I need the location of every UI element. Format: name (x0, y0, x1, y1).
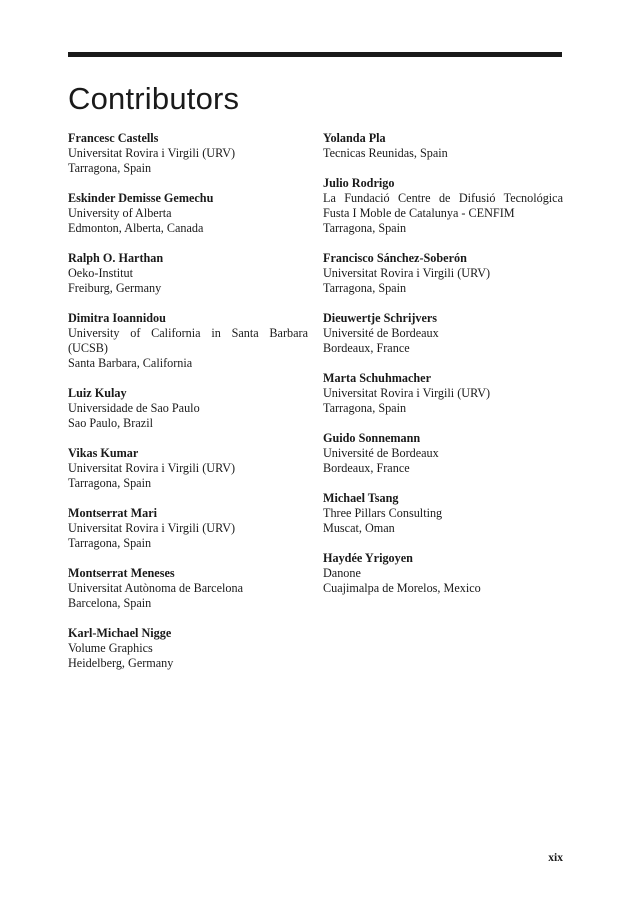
contributor-name: Karl-Michael Nigge (68, 626, 172, 640)
contributor-location: Heidelberg, Germany (68, 656, 174, 670)
contributor-affiliation: Three Pillars Consulting (323, 506, 443, 520)
contributor-name: Marta Schuhmacher (323, 371, 431, 385)
contributor-entry (323, 176, 563, 236)
contributor-affiliation-cont: Fusta I Moble de Catalunya - CENFIM (323, 206, 515, 220)
contributor-affiliation: Tecnicas Reunidas, Spain (323, 146, 448, 160)
contributor-name: Dimitra Ioannidou (68, 311, 166, 325)
contributor-location: Edmonton, Alberta, Canada (68, 221, 204, 235)
contributor-location: Cuajimalpa de Morelos, Mexico (323, 581, 481, 595)
contributor-location: Barcelona, Spain (68, 596, 152, 610)
contributor-entry (68, 506, 308, 551)
contributor-affiliation: University of Alberta (68, 206, 172, 220)
contributor-affiliation: Universitat Rovira i Virgili (URV) (323, 266, 491, 280)
contributor-location: Tarragona, Spain (323, 401, 407, 415)
contributor-location: Tarragona, Spain (68, 476, 152, 490)
contributor-name: Montserrat Mari (68, 506, 157, 520)
contributor-name: Julio Rodrigo (323, 176, 395, 190)
contributor-location: Sao Paulo, Brazil (68, 416, 153, 430)
contributor-entry (323, 251, 563, 296)
contributor-name: Guido Sonnemann (323, 431, 421, 445)
contributor-entry (68, 311, 308, 371)
contributor-entry (68, 446, 308, 491)
contributor-entry (323, 491, 563, 536)
contributor-location: Tarragona, Spain (68, 536, 152, 550)
contributor-name: Michael Tsang (323, 491, 399, 505)
contributor-affiliation: Université de Bordeaux (323, 446, 439, 460)
contributor-name: Ralph O. Harthan (68, 251, 164, 265)
contributor-entry (68, 131, 308, 176)
contributor-affiliation: Universitat Rovira i Virgili (URV) (323, 386, 491, 400)
contributor-name: Montserrat Meneses (68, 566, 175, 580)
contributor-entry (323, 431, 563, 476)
top-rule (68, 52, 562, 57)
contributor-affiliation: Volume Graphics (68, 641, 153, 655)
contributor-affiliation: Universitat Rovira i Virgili (URV) (68, 521, 236, 535)
contributor-affiliation: Universitat Rovira i Virgili (URV) (68, 146, 236, 160)
contributor-name: Luiz Kulay (68, 386, 127, 400)
contributor-entry (68, 251, 308, 296)
contributor-affiliation: Université de Bordeaux (323, 326, 439, 340)
contributor-name: Francesc Castells (68, 131, 159, 145)
page-number: xix (548, 852, 563, 864)
contributors-right-column (323, 131, 563, 611)
contributor-affiliation: Universitat Rovira i Virgili (URV) (68, 461, 236, 475)
contributor-affiliation: La Fundació Centre de Difusió Tecnológica (323, 191, 563, 205)
contributor-location: Freiburg, Germany (68, 281, 162, 295)
contributor-entry (68, 191, 308, 236)
contributor-name: Vikas Kumar (68, 446, 139, 460)
contributor-location: Tarragona, Spain (323, 281, 407, 295)
contributor-entry (323, 551, 563, 596)
contributor-location: Tarragona, Spain (68, 161, 152, 175)
contributor-location: Bordeaux, France (323, 461, 410, 475)
contributor-affiliation: University of California in Santa Barbara (68, 326, 308, 340)
page-title: Contributors (68, 81, 240, 116)
contributor-entry (323, 131, 563, 161)
contributor-name: Yolanda Pla (323, 131, 386, 145)
contributor-location: Muscat, Oman (323, 521, 395, 535)
contributor-affiliation: Universidade de Sao Paulo (68, 401, 200, 415)
contributor-entry (68, 626, 308, 671)
contributor-name: Eskinder Demisse Gemechu (68, 191, 214, 205)
contributor-affiliation: Universitat Autònoma de Barcelona (68, 581, 243, 595)
contributor-location: Tarragona, Spain (323, 221, 407, 235)
contributor-name: Haydée Yrigoyen (323, 551, 413, 565)
contributor-name: Francisco Sánchez-Soberón (323, 251, 467, 265)
contributors-left-column (68, 131, 308, 686)
contributor-entry (323, 311, 563, 356)
contributor-entry (323, 371, 563, 416)
contributor-entry (68, 386, 308, 431)
contributor-name: Dieuwertje Schrijvers (323, 311, 438, 325)
contributor-entry (68, 566, 308, 611)
contributor-affiliation: Oeko-Institut (68, 266, 133, 280)
contributor-affiliation: Danone (323, 566, 361, 580)
contributor-location: Santa Barbara, California (68, 356, 193, 370)
contributor-location: Bordeaux, France (323, 341, 410, 355)
contributor-affiliation-abbr: (UCSB) (68, 341, 108, 355)
